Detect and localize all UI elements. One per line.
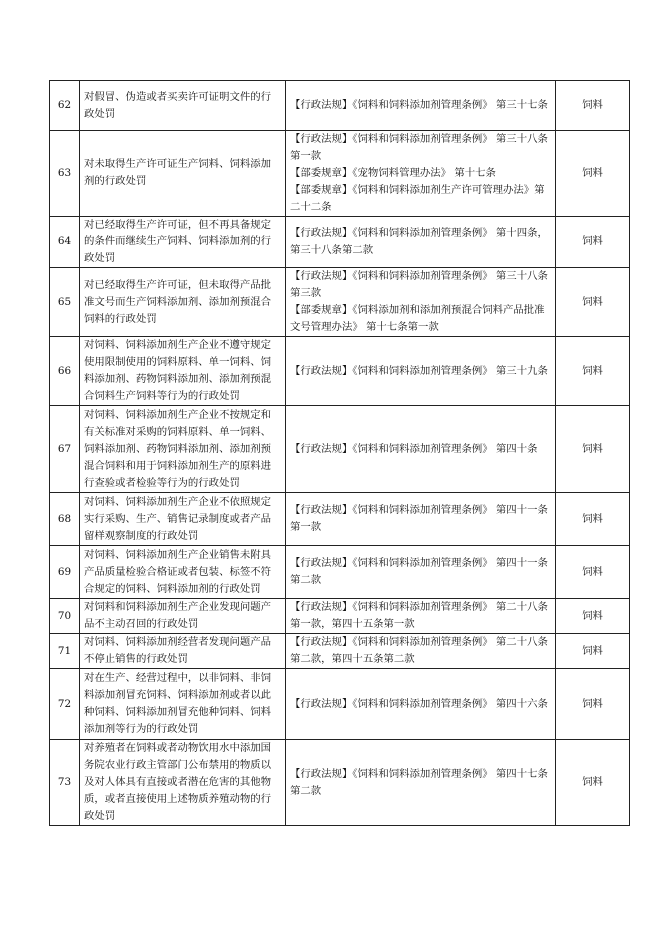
legal-basis-line: 【行政法规】《饲料和饲料添加剂管理条例》 第三十八条第一款 — [290, 133, 548, 162]
table-row — [50, 81, 630, 131]
row-number: 62 — [50, 81, 80, 131]
legal-basis-line: 【部委规章】《饲料和饲料添加剂生产许可管理办法》第二十二条 — [290, 183, 545, 213]
penalty-item: 对饲料、饲料添加剂生产企业不按规定和有关标准对采购的饲料原料、单一饲料、饲料添加剂、药物饲料添加剂、添加剂预混合饲料和用于饲料添加剂生产的原料进行查验或者检验等行为的行政处罚 — [80, 406, 286, 493]
table-row — [50, 406, 630, 493]
penalty-item: 对未取得生产许可证生产饲料、饲料添加剂的行政处罚 — [80, 131, 286, 217]
table-row — [50, 337, 630, 406]
category: 饲料 — [556, 493, 630, 546]
row-number: 64 — [50, 216, 80, 268]
penalty-item: 对假冒、伪造或者买卖许可证明文件的行政处罚 — [80, 81, 286, 131]
legal-basis — [286, 337, 556, 406]
legal-basis-line: 【行政法规】《饲料和饲料添加剂管理条例》 第四十一条第一款 — [290, 504, 548, 534]
legal-basis-line: 【部委规章】《饲料添加剂和添加剂预混合饲料产品批准文号管理办法》 第十七条第一款 — [290, 304, 545, 334]
legal-basis-line: 【行政法规】《饲料和饲料添加剂管理条例》 第四十一条第二款 — [290, 557, 548, 587]
row-number: 66 — [50, 337, 80, 406]
category: 饲料 — [556, 216, 630, 268]
row-number: 65 — [50, 268, 80, 337]
penalty-item: 对在生产、经营过程中，以非饲料、非饲料添加剂冒充饲料、饲料添加剂或者以此种饲料、饲料添加剂冒充他种饲料、饲料添加剂等行为的行政处罚 — [80, 669, 286, 740]
penalty-item: 对已经取得生产许可证，但未取得产品批准文号而生产饲料添加剂、添加剂预混合饲料的行政处罚 — [80, 268, 286, 337]
legal-basis — [286, 634, 556, 669]
legal-basis-line: 【行政法规】《饲料和饲料添加剂管理条例》 第四十六条 — [290, 697, 548, 710]
legal-basis — [286, 268, 556, 337]
row-number: 70 — [50, 599, 80, 634]
category: 饲料 — [556, 599, 630, 634]
penalty-item: 对已经取得生产许可证，但不再具备规定的条件而继续生产饲料、饲料添加剂的行政处罚 — [80, 216, 286, 268]
category: 饲料 — [556, 546, 630, 599]
category: 饲料 — [556, 81, 630, 131]
legal-basis-line: 【行政法规】《饲料和饲料添加剂管理条例》 第二十八条第一款，第四十五条第一款 — [290, 601, 548, 631]
table-row — [50, 669, 630, 740]
table-row — [50, 634, 630, 669]
category: 饲料 — [556, 268, 630, 337]
table-row — [50, 740, 630, 826]
category: 饲料 — [556, 740, 630, 826]
legal-basis-line: 【行政法规】《饲料和饲料添加剂管理条例》 第三十九条 — [290, 364, 548, 377]
legal-basis-line: 【行政法规】《饲料和饲料添加剂管理条例》 第十四条，第三十八条第二款 — [290, 226, 548, 256]
row-number: 71 — [50, 634, 80, 669]
penalty-item: 对饲料、饲料添加剂生产企业不依照规定实行采购、生产、销售记录制度或者产品留样观察制度的行政处罚 — [80, 493, 286, 546]
table-row — [50, 546, 630, 599]
table-row — [50, 599, 630, 634]
penalty-item: 对饲料、饲料添加剂经营者发现问题产品不停止销售的行政处罚 — [80, 634, 286, 669]
legal-basis — [286, 740, 556, 826]
regulation-table — [49, 80, 630, 826]
legal-basis — [286, 216, 556, 268]
legal-basis-line: 【行政法规】《饲料和饲料添加剂管理条例》 第三十八条第三款 — [290, 270, 548, 300]
legal-basis-line: 【行政法规】《饲料和饲料添加剂管理条例》 第四十七条第二款 — [290, 767, 548, 797]
legal-basis-line: 【部委规章】《宠物饲料管理办法》 第十七条 — [290, 166, 496, 179]
legal-basis — [286, 669, 556, 740]
table-row — [50, 268, 630, 337]
legal-basis — [286, 131, 556, 217]
penalty-item: 对饲料、饲料添加剂生产企业不遵守规定使用限制使用的饲料原料、单一饲料、饲料添加剂、药物饲料添加剂、添加剂预混合饲料生产饲料等行为的行政处罚 — [80, 337, 286, 406]
penalty-item: 对饲料、饲料添加剂生产企业销售未附具产品质量检验合格证或者包装、标签不符合规定的饲料、饲料添加剂的行政处罚 — [80, 546, 286, 599]
row-number: 67 — [50, 406, 80, 493]
legal-basis — [286, 599, 556, 634]
legal-basis — [286, 546, 556, 599]
category: 饲料 — [556, 406, 630, 493]
category: 饲料 — [556, 337, 630, 406]
row-number: 73 — [50, 740, 80, 826]
category: 饲料 — [556, 669, 630, 740]
legal-basis-line: 【行政法规】《饲料和饲料添加剂管理条例》 第四十条 — [290, 442, 538, 455]
row-number: 68 — [50, 493, 80, 546]
row-number: 72 — [50, 669, 80, 740]
row-number: 69 — [50, 546, 80, 599]
legal-basis-line: 【行政法规】《饲料和饲料添加剂管理条例》 第二十八条第二款，第四十五条第二款 — [290, 636, 548, 666]
legal-basis — [286, 81, 556, 131]
legal-basis — [286, 493, 556, 546]
category: 饲料 — [556, 131, 630, 217]
category: 饲料 — [556, 634, 630, 669]
penalty-item: 对养殖者在饲料或者动物饮用水中添加国务院农业行政主管部门公布禁用的物质以及对人体具有直接或者潜在危害的其他物质，或者直接使用上述物质养殖动物的行政处罚 — [80, 740, 286, 826]
table-row — [50, 216, 630, 268]
row-number: 63 — [50, 131, 80, 217]
penalty-item: 对饲料和饲料添加剂生产企业发现问题产品不主动召回的行政处罚 — [80, 599, 286, 634]
table-row — [50, 493, 630, 546]
table-row — [50, 131, 630, 217]
legal-basis — [286, 406, 556, 493]
legal-basis-line: 【行政法规】《饲料和饲料添加剂管理条例》 第三十七条 — [290, 99, 548, 112]
